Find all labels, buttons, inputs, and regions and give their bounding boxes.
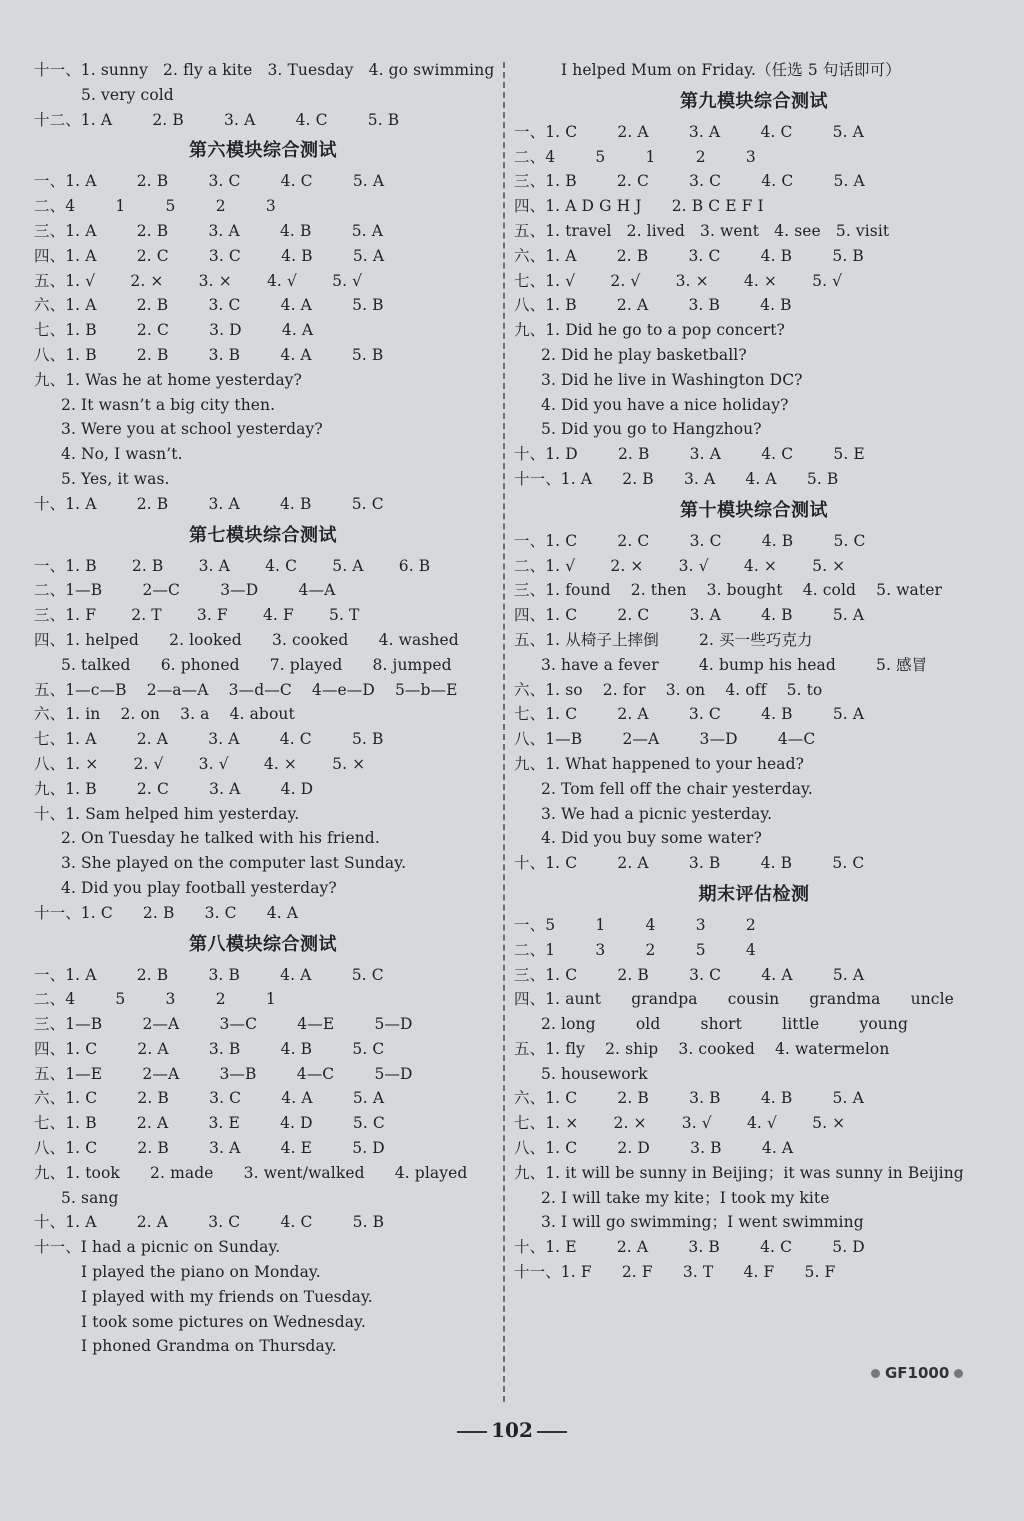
answer-line: 3. have a fever 4. bump his head 5. 感冒 — [541, 655, 928, 674]
section-title: 第六模块综合测试 — [189, 140, 337, 162]
answer-line: 5. talked 6. phoned 7. played 8. jumped — [61, 655, 452, 674]
answer-line: 4. No, I wasn’t. — [61, 445, 183, 464]
answer-line: 2. I will take my kite；I took my kite — [541, 1188, 830, 1207]
section-title: 期末评估检测 — [698, 883, 810, 905]
answer-line: 五、1—c—B 2—a—A 3—d—C 4—e—D 5—b—E — [34, 680, 458, 699]
bullet-icon — [871, 1369, 880, 1378]
answer-line: 六、1. C 2. B 3. C 4. A 5. A — [34, 1089, 385, 1108]
answer-line: 4. Did you play football yesterday? — [61, 878, 337, 897]
answer-line: 八、1—B 2—A 3—D 4—C — [514, 730, 816, 749]
answer-line: 2. Did he play basketball? — [541, 345, 747, 364]
answer-line: 十二、1. A 2. B 3. A 4. C 5. B — [34, 110, 400, 129]
answer-line: 2. On Tuesday he talked with his friend. — [61, 829, 380, 848]
answer-line: 2. long old short little young — [541, 1015, 908, 1034]
answer-line: 3. We had a picnic yesterday. — [541, 804, 773, 823]
answer-line: 四、1. A 2. C 3. C 4. B 5. A — [34, 246, 385, 265]
answer-line: 四、1. aunt grandpa cousin grandma uncle — [514, 990, 954, 1009]
page-number: 102 — [491, 1418, 533, 1442]
answer-line: 四、1. A D G H J 2. B C E F I — [514, 197, 764, 216]
column-divider — [503, 62, 505, 1402]
section-title: 第十模块综合测试 — [680, 499, 828, 521]
answer-line: 六、1. so 2. for 3. on 4. off 5. to — [514, 680, 823, 699]
answer-line: 十一、1. C 2. B 3. C 4. A — [34, 903, 299, 922]
answer-line: 一、1. B 2. B 3. A 4. C 5. A 6. B — [34, 556, 431, 575]
answer-line: 七、1. B 2. C 3. D 4. A — [34, 321, 314, 340]
answer-line: 八、1. C 2. D 3. B 4. A — [514, 1139, 794, 1158]
answer-line: 一、1. A 2. B 3. B 4. A 5. C — [34, 965, 384, 984]
answer-line: 二、1 3 2 5 4 — [514, 940, 756, 959]
answer-line: 九、1. Did he go to a pop concert? — [514, 321, 785, 340]
answer-line: 二、4 1 5 2 3 — [34, 197, 276, 216]
answer-line: 七、1. C 2. A 3. C 4. B 5. A — [514, 705, 865, 724]
answer-line: 三、1. B 2. C 3. C 4. C 5. A — [514, 172, 865, 191]
page-footer — [0, 1418, 1024, 1442]
answer-line: 十、1. Sam helped him yesterday. — [34, 804, 300, 823]
answer-line: 三、1. F 2. T 3. F 4. F 5. T — [34, 606, 360, 625]
answer-line: 五、1. √ 2. × 3. × 4. √ 5. √ — [34, 271, 363, 290]
answer-line: I took some pictures on Wednesday. — [81, 1312, 366, 1331]
answer-line: 五、1. fly 2. ship 3. cooked 4. watermelon — [514, 1039, 890, 1058]
answer-line: 3. Were you at school yesterday? — [61, 420, 323, 439]
answer-line: 十、1. C 2. A 3. B 4. B 5. C — [514, 854, 865, 873]
answer-line: 九、1. What happened to your head? — [514, 754, 804, 773]
answer-line: 十一、I had a picnic on Sunday. — [34, 1238, 281, 1257]
answer-line: 5. housework — [541, 1064, 648, 1083]
dash-left — [457, 1431, 487, 1433]
answer-line: 4. Did you have a nice holiday? — [541, 395, 789, 414]
answer-line: 三、1. found 2. then 3. bought 4. cold 5. water — [514, 581, 943, 600]
answer-line: 九、1. took 2. made 3. went/walked 4. played — [34, 1163, 468, 1182]
answer-line: 5. Yes, it was. — [61, 469, 170, 488]
answer-line: 3. She played on the computer last Sunday. — [61, 854, 407, 873]
brand-label: GF1000 — [885, 1364, 950, 1382]
answer-line: 九、1. it will be sunny in Beijing；it was sunny in Beijing — [514, 1163, 964, 1182]
answer-line: 一、1. C 2. C 3. C 4. B 5. C — [514, 531, 866, 550]
answer-line: 九、1. Was he at home yesterday? — [34, 370, 302, 389]
answer-line: 六、1. C 2. B 3. B 4. B 5. A — [514, 1089, 864, 1108]
answer-line: 3. I will go swimming；I went swimming — [541, 1213, 864, 1232]
answer-line: 八、1. C 2. B 3. A 4. E 5. D — [34, 1139, 385, 1158]
answer-line: 三、1. C 2. B 3. C 4. A 5. A — [514, 965, 865, 984]
answer-line: 5. Did you go to Hangzhou? — [541, 420, 762, 439]
answer-line: 六、1. A 2. B 3. C 4. B 5. B — [514, 246, 864, 265]
answer-line: 三、1. A 2. B 3. A 4. B 5. A — [34, 221, 384, 240]
answer-line: 五、1. 从椅子上摔倒 2. 买一些巧克力 — [514, 630, 813, 649]
answer-line: 十一、1. F 2. F 3. T 4. F 5. F — [514, 1263, 836, 1282]
section-title: 第八模块综合测试 — [189, 933, 337, 955]
answer-line: 七、1. B 2. A 3. E 4. D 5. C — [34, 1114, 385, 1133]
dash-right — [537, 1431, 567, 1433]
section-title: 第七模块综合测试 — [189, 524, 337, 546]
answer-line: I phoned Grandma on Thursday. — [81, 1337, 337, 1356]
answer-line: I helped Mum on Friday.（任选 5 句话即可） — [561, 61, 901, 79]
answer-line: 五、1—E 2—A 3—B 4—C 5—D — [34, 1064, 413, 1083]
answer-line: 十、1. D 2. B 3. A 4. C 5. E — [514, 445, 865, 464]
answer-line: 十一、1. sunny 2. fly a kite 3. Tuesday 4. go swimming — [34, 61, 495, 79]
answer-line: I played the piano on Monday. — [81, 1263, 321, 1282]
answer-line: 2. It wasn’t a big city then. — [61, 395, 276, 414]
bullet-icon — [954, 1369, 963, 1378]
answer-line: 一、1. A 2. B 3. C 4. C 5. A — [34, 172, 385, 191]
answer-line: 八、1. B 2. A 3. B 4. B — [514, 296, 792, 315]
answer-line: 一、1. C 2. A 3. A 4. C 5. A — [514, 122, 864, 141]
answer-line: 4. Did you buy some water? — [541, 829, 762, 848]
answer-line: 二、1—B 2—C 3—D 4—A — [34, 581, 336, 600]
answer-line: 一、5 1 4 3 2 — [514, 915, 756, 934]
answer-line: 5. very cold — [81, 85, 174, 104]
answer-line: 3. Did he live in Washington DC? — [541, 370, 803, 389]
answer-line: 八、1. B 2. B 3. B 4. A 5. B — [34, 345, 384, 364]
answer-line: 六、1. in 2. on 3. a 4. about — [34, 705, 295, 724]
answer-line: 八、1. × 2. √ 3. √ 4. × 5. × — [34, 754, 366, 773]
answer-line: 九、1. B 2. C 3. A 4. D — [34, 779, 314, 798]
brand-mark — [866, 1364, 968, 1382]
answer-line: 二、1. √ 2. × 3. √ 4. × 5. × — [514, 556, 846, 575]
answer-line: 十一、1. A 2. B 3. A 4. A 5. B — [514, 469, 839, 488]
answer-line: 5. sang — [61, 1188, 119, 1207]
answer-line: 七、1. A 2. A 3. A 4. C 5. B — [34, 730, 384, 749]
answer-line: 六、1. A 2. B 3. C 4. A 5. B — [34, 296, 384, 315]
answer-line: 四、1. C 2. C 3. A 4. B 5. A — [514, 606, 865, 625]
answer-line: 七、1. × 2. × 3. √ 4. √ 5. × — [514, 1114, 846, 1133]
answer-line: 四、1. helped 2. looked 3. cooked 4. washed — [34, 630, 459, 649]
left-column — [34, 58, 495, 1359]
answer-line: 四、1. C 2. A 3. B 4. B 5. C — [34, 1039, 385, 1058]
answer-line: 二、4 5 1 2 3 — [514, 147, 756, 166]
answer-line: 十、1. A 2. A 3. C 4. C 5. B — [34, 1213, 385, 1232]
section-title: 第九模块综合测试 — [680, 90, 828, 112]
answer-line: 十、1. E 2. A 3. B 4. C 5. D — [514, 1238, 865, 1257]
answer-line: 十、1. A 2. B 3. A 4. B 5. C — [34, 494, 384, 513]
answer-line: 七、1. √ 2. √ 3. × 4. × 5. √ — [514, 271, 843, 290]
answer-line: 五、1. travel 2. lived 3. went 4. see 5. visit — [514, 221, 890, 240]
answer-line: I played with my friends on Tuesday. — [81, 1287, 373, 1306]
answer-line: 2. Tom fell off the chair yesterday. — [541, 779, 813, 798]
right-column — [514, 58, 994, 1285]
answer-line: 三、1—B 2—A 3—C 4—E 5—D — [34, 1015, 413, 1034]
answer-line: 二、4 5 3 2 1 — [34, 990, 276, 1009]
